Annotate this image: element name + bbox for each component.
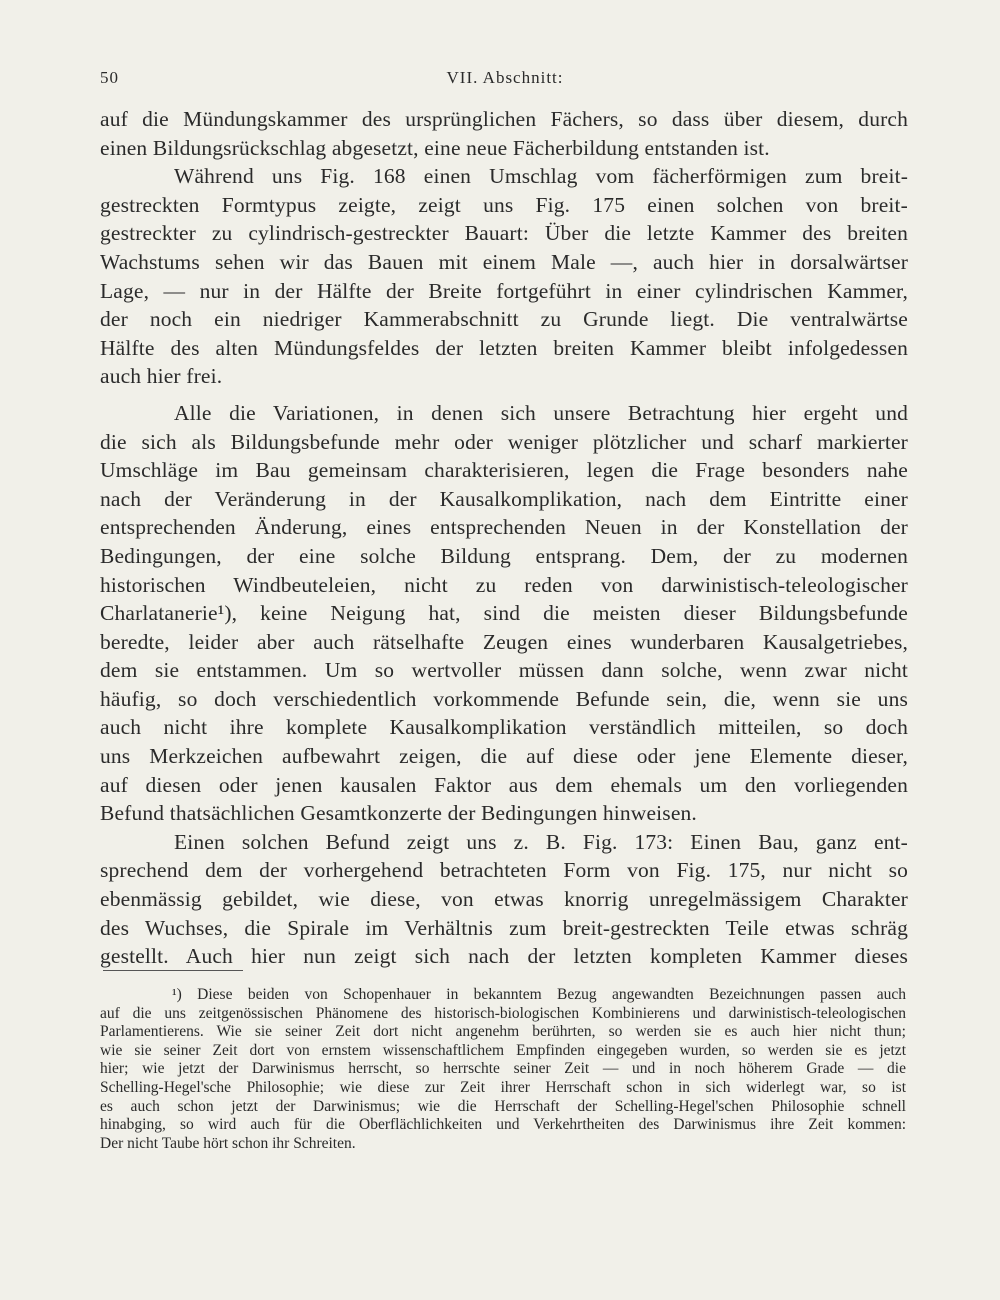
text-line: gestreckter zu cylindrisch-gestreckter Bauart: Über die letzte Kammer des breiten [100,221,908,246]
page-header [100,68,910,92]
text-line: Charlatanerie¹), keine Neigung hat, sind die meisten dieser Bildungsbefunde [100,601,908,626]
text-line: die sich als Bildungsbefunde mehr oder weniger plötzlicher und scharf markierter [100,429,908,454]
text-line: auch hier frei. [100,364,223,389]
running-head: VII. Abschnitt: [446,68,564,87]
text-line: auf die Mündungskammer des ursprünglichen Fächers, so dass über diesem, durch [100,107,908,131]
footnote-line: auf die uns zeitgenössischen Phänomene des historisch-biologischen Kombinierens und darwinistisch-teleologischen [100,1004,906,1022]
footnote-rule [103,970,243,971]
text-line: einen Bildungsrückschlag abgesetzt, eine neue Fächerbildung entstanden ist. [100,135,770,160]
text-line: Einen solchen Befund zeigt uns z. B. Fig. 173: Einen Bau, ganz ent- [174,829,908,854]
text-line: Befund thatsächlichen Gesamtkonzerte der Bedingungen hinweisen. [100,801,697,826]
text-line: Lage, — nur in der Hälfte der Breite fortgeführt in einer cylindrischen Kammer, [100,278,908,303]
footnote-line: hier; wie jetzt der Darwinismus herrscht, so herrschte seiner Zeit — und in noch höherem Grade — die [100,1060,906,1078]
text-line: beredte, leider aber auch rätselhafte Zeugen eines wunderbaren Kausalgetriebes, [100,629,908,654]
footnote-line: Schelling-Hegel'sche Philosophie; wie diese zur Zeit ihrer Herrschaft schon in sich widerlegt war, so ist [100,1078,906,1096]
text-line: Während uns Fig. 168 einen Umschlag vom fächerförmigen zum breit- [174,164,908,189]
text-line: häufig, so doch verschiedentlich vorkommende Befunde sein, die, wenn sie uns [100,686,908,711]
text-line: auch nicht ihre komplete Kausalkomplikation verständlich mitteilen, so doch [100,715,908,740]
footnote-line: es auch schon jetzt der Darwinismus; wie die Herrschaft der Schelling-Hegel'schen Philosophie schnell [100,1097,906,1115]
text-line: dem sie entstammen. Um so wertvoller müssen dann solche, wenn zwar nicht [100,658,908,683]
text-line: Umschläge im Bau gemeinsam charakterisieren, legen die Frage besonders nahe [100,458,908,483]
text-line: nach der Veränderung in der Kausalkomplikation, nach dem Eintritte einer [100,486,908,511]
text-line: gestellt. Auch hier nun zeigt sich nach der letzten kompleten Kammer dieses [100,944,908,969]
footnote-line: Parlamentierens. Wie sie seiner Zeit dort nicht angenehm berührten, so werden sie es auch hier nicht thun; [100,1023,906,1041]
footnote-line: Der nicht Taube hört schon ihr Schreiten. [100,1134,356,1152]
text-line: entsprechenden Änderung, eines entsprechenden Neuen in der Konstellation der [100,515,908,540]
text-line: der noch ein niedriger Kammerabschnitt zu Grunde liegt. Die ventralwärtse [100,307,908,332]
footnote-line: ¹) Diese beiden von Schopenhauer in bekanntem Bezug angewandten Bezeichnungen passen auch [172,986,906,1003]
paragraph-gap [100,391,908,399]
footnote [100,986,906,1153]
text-line: Hälfte des alten Mündungsfeldes der letzten breiten Kammer bleibt infolgedessen [100,335,908,360]
text-line: uns Merkzeichen aufbewahrt zeigen, die auf diese oder jene Elemente dieser, [100,744,908,769]
text-line: ebenmässig gebildet, wie diese, von etwas knorrig unregelmässigem Charakter [100,887,908,912]
text-line: auf diesen oder jenen kausalen Faktor aus dem ehemals um den vorliegenden [100,772,908,797]
text-line: gestreckten Formtypus zeigte, zeigt uns Fig. 175 einen solchen von breit- [100,192,908,217]
text-line: Wachstums sehen wir das Bauen mit einem Male —, auch hier in dorsalwärtser [100,249,908,274]
footnote-line: wie sie seiner Zeit dort von ernstem wissenschaftlichem Empfinden eingegeben wurden, so werden sie es jetzt [100,1041,906,1059]
main-text [100,105,908,971]
text-line: sprechend dem der vorhergehend betrachteten Form von Fig. 175, nur nicht so [100,858,908,883]
footnote-line: hinabging, so wird auch für die Oberflächlichkeiten und Verkehrtheiten des Darwinismus ihre Zeit kommen: [100,1116,906,1134]
page-number: 50 [100,68,119,87]
text-line: Alle die Variationen, in denen sich unsere Betrachtung hier ergeht und [174,400,908,425]
text-line: historischen Windbeuteleien, nicht zu reden von darwinistisch-teleologischer [100,572,908,597]
text-line: Bedingungen, der eine solche Bildung entsprang. Dem, der zu modernen [100,543,908,568]
text-line: des Wuchses, die Spirale im Verhältnis zum breit-gestreckten Teile etwas schräg [100,915,908,940]
